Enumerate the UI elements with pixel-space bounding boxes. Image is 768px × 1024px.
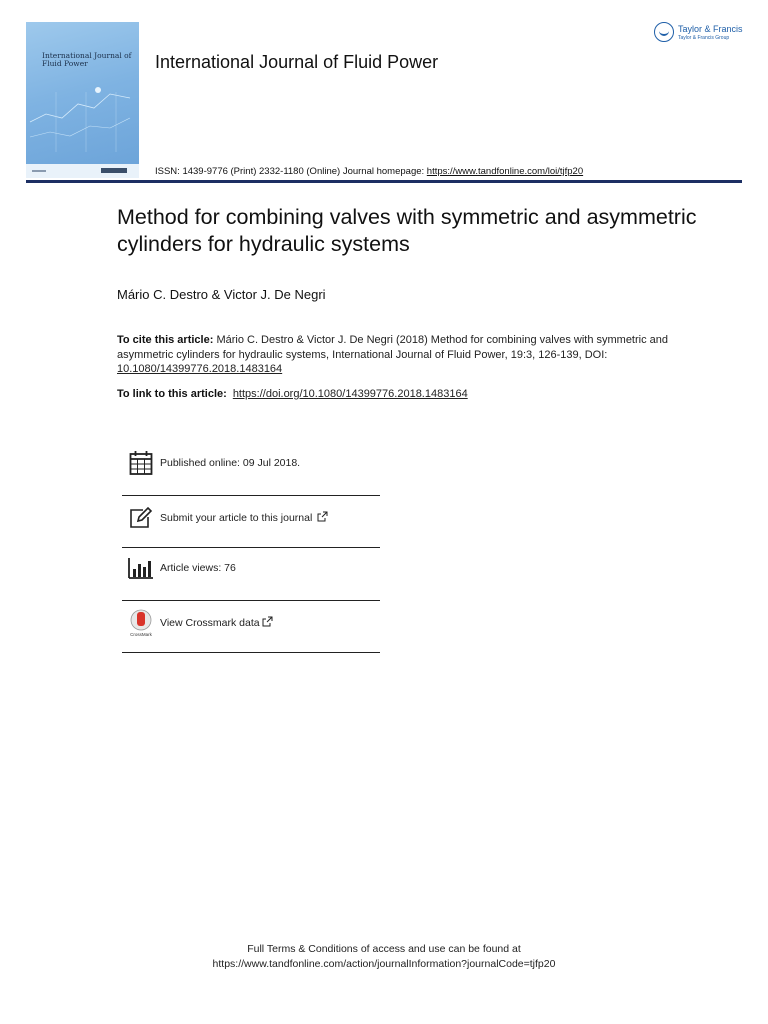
cite-doi-link[interactable]: 10.1080/14399776.2018.1483164 — [117, 363, 283, 375]
terms-text: Full Terms & Conditions of access and use can be found at — [247, 943, 521, 955]
crossmark-icon — [126, 608, 156, 638]
cover-journal-title: International Journal of Fluid Power — [42, 51, 132, 68]
crossmark-link[interactable]: View Crossmark data — [160, 617, 260, 629]
article-doi-link[interactable]: https://doi.org/10.1080/14399776.2018.1483164 — [232, 388, 468, 400]
published-online-text: Published online: 09 Jul 2018. — [160, 457, 301, 469]
issn-text: ISSN: 1439-9776 (Print) 2332-1180 (Online) Journal homepage: — [155, 166, 425, 177]
edit-icon — [126, 503, 156, 533]
header-divider — [26, 180, 742, 183]
submit-article-row[interactable] — [122, 492, 380, 544]
cite-label: To cite this article: — [117, 334, 214, 346]
journal-name[interactable]: International Journal of Fluid Power — [155, 52, 439, 72]
cover-artwork — [26, 82, 139, 162]
cover-publisher-logo — [101, 168, 127, 173]
terms-footer — [0, 942, 768, 971]
published-online-row — [122, 437, 380, 489]
journal-homepage-link[interactable]: https://www.tandfonline.com/loi/tjfp20 — [426, 166, 584, 177]
publisher-logo-subtitle: Taylor & Francis Group — [678, 35, 730, 41]
issn-line — [155, 166, 583, 177]
article-link-line — [117, 388, 677, 400]
terms-link[interactable]: https://www.tandfonline.com/action/journalInformation?journalCode=tjfp20 — [212, 957, 556, 970]
journal-cover — [26, 22, 139, 178]
publisher-logo-icon — [654, 22, 674, 42]
external-link-icon — [262, 616, 273, 630]
crossmark-row[interactable] — [122, 597, 380, 649]
bar-chart-icon — [126, 553, 156, 583]
article-views-text: Article views: 76 — [160, 562, 236, 574]
publisher-logo-name: Taylor & Francis — [678, 24, 743, 34]
link-label: To link to this article: — [117, 388, 227, 400]
info-divider — [122, 652, 380, 653]
calendar-icon — [126, 448, 156, 478]
article-authors: Mário C. Destro & Victor J. De Negri — [117, 287, 326, 302]
cover-footer — [26, 164, 139, 178]
svg-text:CrossMark: CrossMark — [130, 632, 152, 637]
external-link-icon — [317, 511, 328, 525]
article-title: Method for combining valves with symmetric and asymmetric cylinders for hydraulic systems — [117, 205, 697, 256]
submit-article-link[interactable]: Submit your article to this journal — [160, 512, 313, 524]
citation-block — [117, 333, 677, 377]
article-views-row — [122, 542, 380, 594]
cite-text: Mário C. Destro & Victor J. De Negri (2018) Method for combining valves with symmetric and asymmetric cylinders for hydraulic systems, International Journal of Fluid Power, 19:3, 126-139, DOI: — [117, 334, 669, 361]
